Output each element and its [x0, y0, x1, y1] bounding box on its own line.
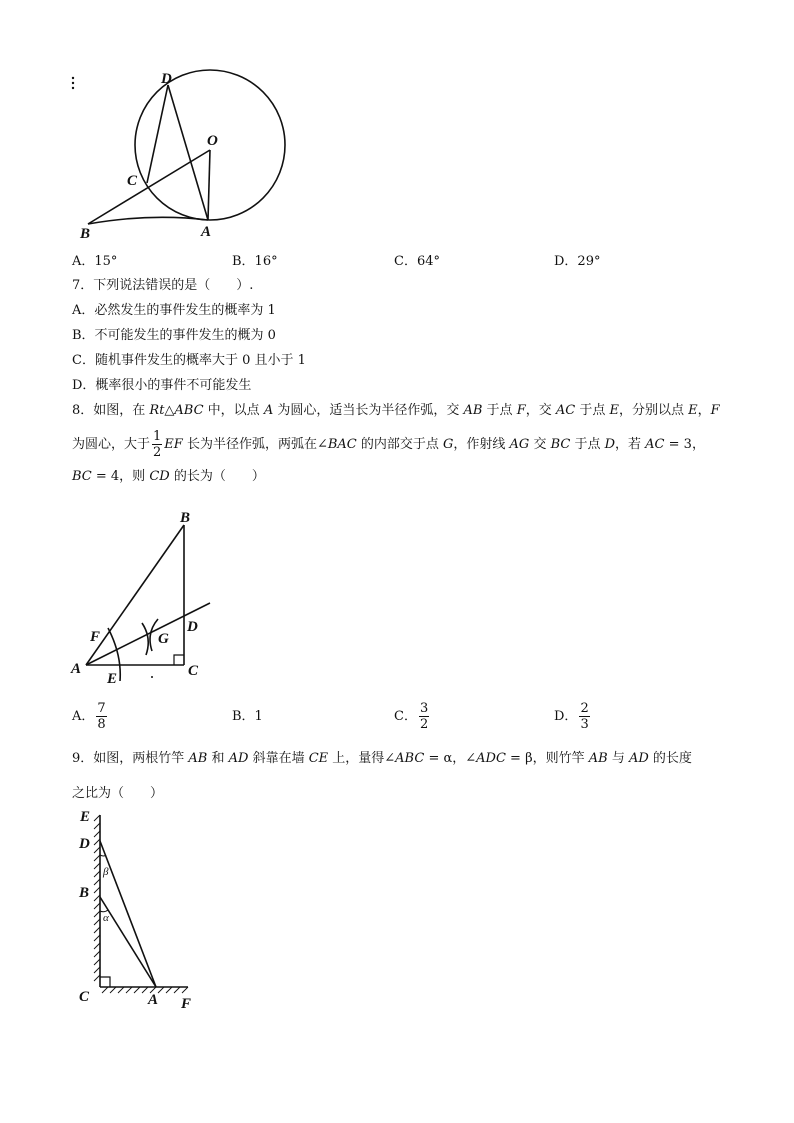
label-d: D — [79, 836, 90, 852]
q6-option-d[interactable]: D．29° — [554, 254, 601, 269]
label-d: D — [187, 619, 198, 635]
figure-q6-circle — [60, 65, 300, 245]
segment-oa — [208, 150, 210, 220]
angle-beta-arc — [100, 855, 106, 856]
segment-da — [168, 85, 208, 220]
q8-option-d[interactable]: D． $\frac{2}{3}$ — [554, 701, 589, 732]
q7-option-d[interactable]: D．概率很小的事件不可能发生 — [72, 378, 252, 393]
label-a: A — [201, 224, 212, 240]
q7-option-a[interactable]: A．必然发生的事件发生的概率为 1 — [72, 303, 276, 318]
arc-g2 — [150, 619, 158, 651]
q8-option-c[interactable]: C． $\frac{3}{2}$ — [394, 701, 429, 732]
segment-bo — [88, 150, 210, 224]
arc-g1 — [142, 623, 148, 655]
q7-stem: 7．下列说法错误的是（ ）. — [72, 278, 254, 293]
q8-option-a[interactable]: A． $\frac{7}{8}$ — [72, 701, 106, 732]
label-d: D — [161, 71, 172, 87]
fraction-one-half: $\frac{1}{2}$ — [153, 429, 162, 460]
q6-option-b[interactable]: B．16° — [232, 254, 278, 269]
label-a: A — [71, 661, 82, 677]
q7-option-c[interactable]: C．随机事件发生的概率大于 0 且小于 1 — [72, 353, 306, 368]
label-c: C — [188, 663, 199, 679]
label-b: B — [180, 510, 191, 526]
q8-option-b[interactable]: B．1 — [232, 709, 263, 724]
segment-ba — [88, 217, 208, 224]
label-f: F — [181, 996, 192, 1012]
segment-ab — [86, 525, 184, 665]
label-alpha: α — [103, 912, 109, 924]
label-o: O — [207, 133, 218, 149]
right-angle-c — [174, 655, 184, 665]
q8-stem-line3: BC = 4，则 CD 的长为（ ） — [72, 469, 265, 484]
label-b: B — [79, 885, 90, 901]
label-f: F — [90, 629, 101, 645]
label-e: E — [80, 809, 91, 825]
figure-q8-triangle — [60, 505, 230, 690]
label-a: A — [148, 992, 159, 1008]
figure-q9-wall — [70, 805, 210, 1015]
right-angle-c — [100, 977, 110, 987]
label-c: C — [79, 989, 90, 1005]
q7-option-b[interactable]: B．不可能发生的事件发生的概为 0 — [72, 328, 276, 343]
q8-stem-line2: 为圆心，大于 $\frac{1}{2}$ EF 长为半径作弧，两弧在∠BAC 的内部交于点 G，作射线 AG 交 BC 于点 D，若 AC = 3， — [72, 429, 705, 460]
q6-option-a[interactable]: A．15° — [72, 254, 118, 269]
ground-hatching — [102, 987, 188, 993]
q9-stem-line2: 之比为（ ） — [72, 786, 164, 801]
wall-hatching — [94, 815, 100, 981]
label-b: B — [80, 226, 91, 242]
pole-ab — [100, 897, 156, 987]
label-c: C — [127, 173, 138, 189]
q8-stem-line1: 8．如图，在 Rt△ABC 中，以点 A 为圆心，适当长为半径作弧，交 AB 于点 F，交 AC 于点 E，分别以点 E，F — [72, 403, 720, 418]
q9-stem-line1: 9．如图，两根竹竿 AB 和 AD 斜靠在墙 CE 上，量得∠ABC = α，∠ADC = β，则竹竿 AB 与 AD 的长度 — [72, 751, 692, 766]
q6-option-c[interactable]: C．64° — [394, 254, 440, 269]
label-g: G — [158, 631, 169, 647]
label-beta: β — [103, 866, 109, 878]
label-e: E — [107, 671, 118, 687]
